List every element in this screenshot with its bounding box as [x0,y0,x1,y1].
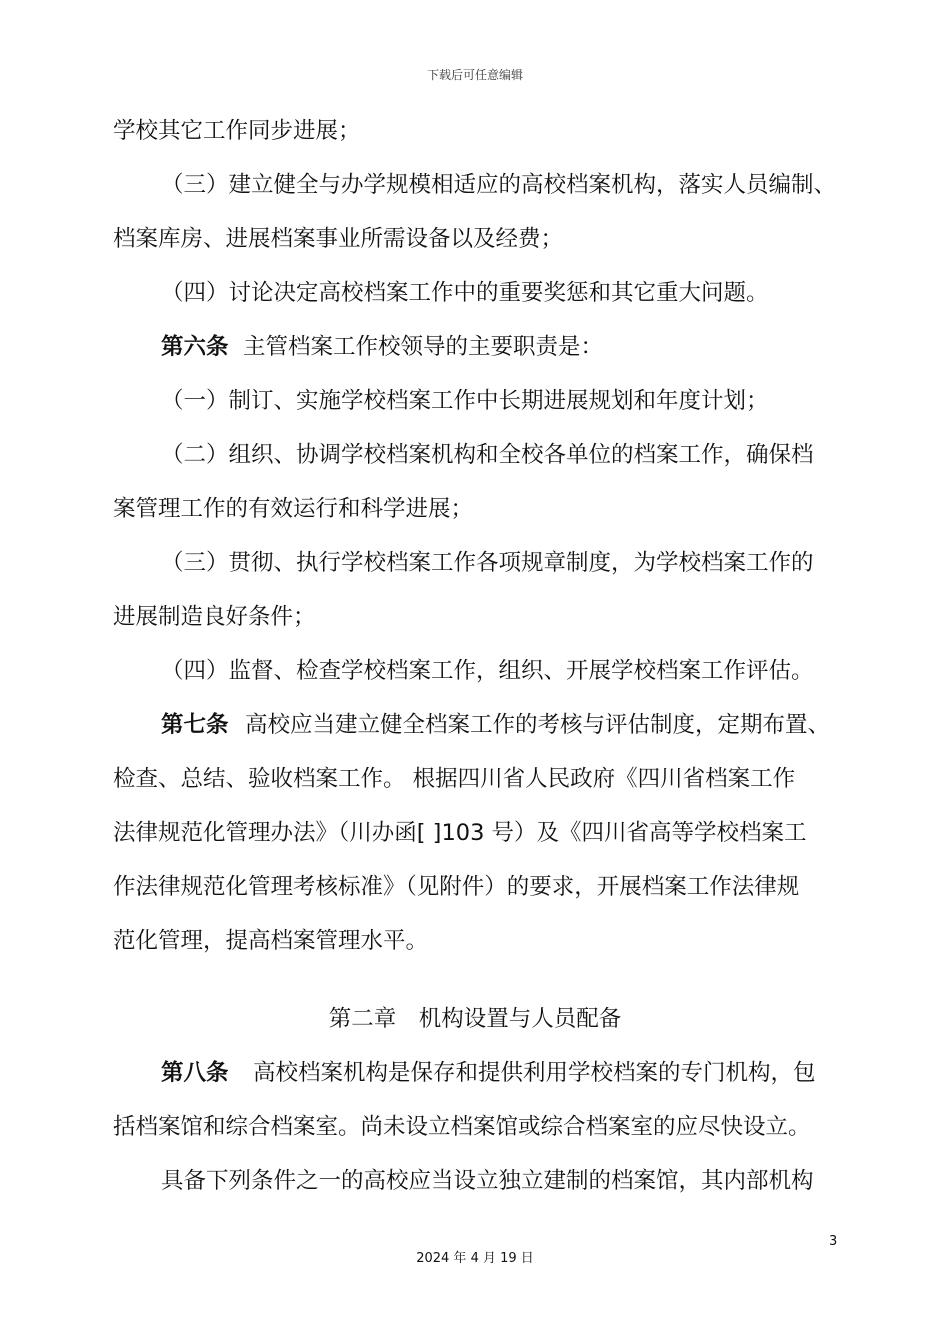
line-text: 法律规范化管理办法》（川办函[ ]103 号）及《四川省高等学校档案工 [113,820,807,846]
line-text: 进展制造良好条件； [113,604,316,630]
page-number: 3 [829,1234,838,1249]
article-text: 主管档案工作校领导的主要职责是： [243,334,604,360]
line-text: （一）制订、实施学校档案工作中长期进展规划和年度计划； [161,388,769,414]
article-text: 高校应当建立健全档案工作的考核与评估制度，定期布置、 [245,712,831,738]
line-text: 作法律规范化管理考核标准》（见附件）的要求，开展档案工作法律规 [113,874,800,900]
line-text: （三）贯彻、执行学校档案工作各项规章制度，为学校档案工作的 [161,550,814,576]
line-text: （三）建立健全与办学规模相适应的高校档案机构，落实人员编制、 [161,172,837,198]
line-text: （四）讨论决定高校档案工作中的重要奖惩和其它重大问题。 [161,280,769,306]
line-text: 档案库房、进展档案事业所需设备以及经费； [113,226,564,252]
article-label: 第六条 [161,334,229,360]
line-text: 学校其它工作同步进展； [113,118,361,144]
page-footer-date: 2024 年 4 月 19 日 [416,1251,534,1266]
line-text: （四）监督、检查学校档案工作，组织、开展学校档案工作评估。 [161,658,814,684]
line-text: 案管理工作的有效运行和科学进展； [113,496,474,522]
page-header: 下载后可任意编辑 [426,68,523,82]
article-label: 第七条 [161,712,229,738]
chapter-heading: 第二章 机构设置与人员配备 [328,1006,622,1032]
line-text: 范化管理，提高档案管理水平。 [113,928,429,954]
article-label: 第八条 [161,1060,229,1086]
line-text: 检查、总结、验收档案工作。 根据四川省人民政府《四川省档案工作 [113,766,796,792]
article-text: 高校档案机构是保存和提供利用学校档案的专门机构，包 [253,1060,816,1086]
line-text: 具备下列条件之一的高校应当设立独立建制的档案馆，其内部机构 [161,1168,814,1194]
line-text: 括档案馆和综合档案室。尚未设立档案馆或综合档案室的应尽快设立。 [113,1114,811,1140]
line-text: （二）组织、协调学校档案机构和全校各单位的档案工作，确保档 [161,442,814,468]
